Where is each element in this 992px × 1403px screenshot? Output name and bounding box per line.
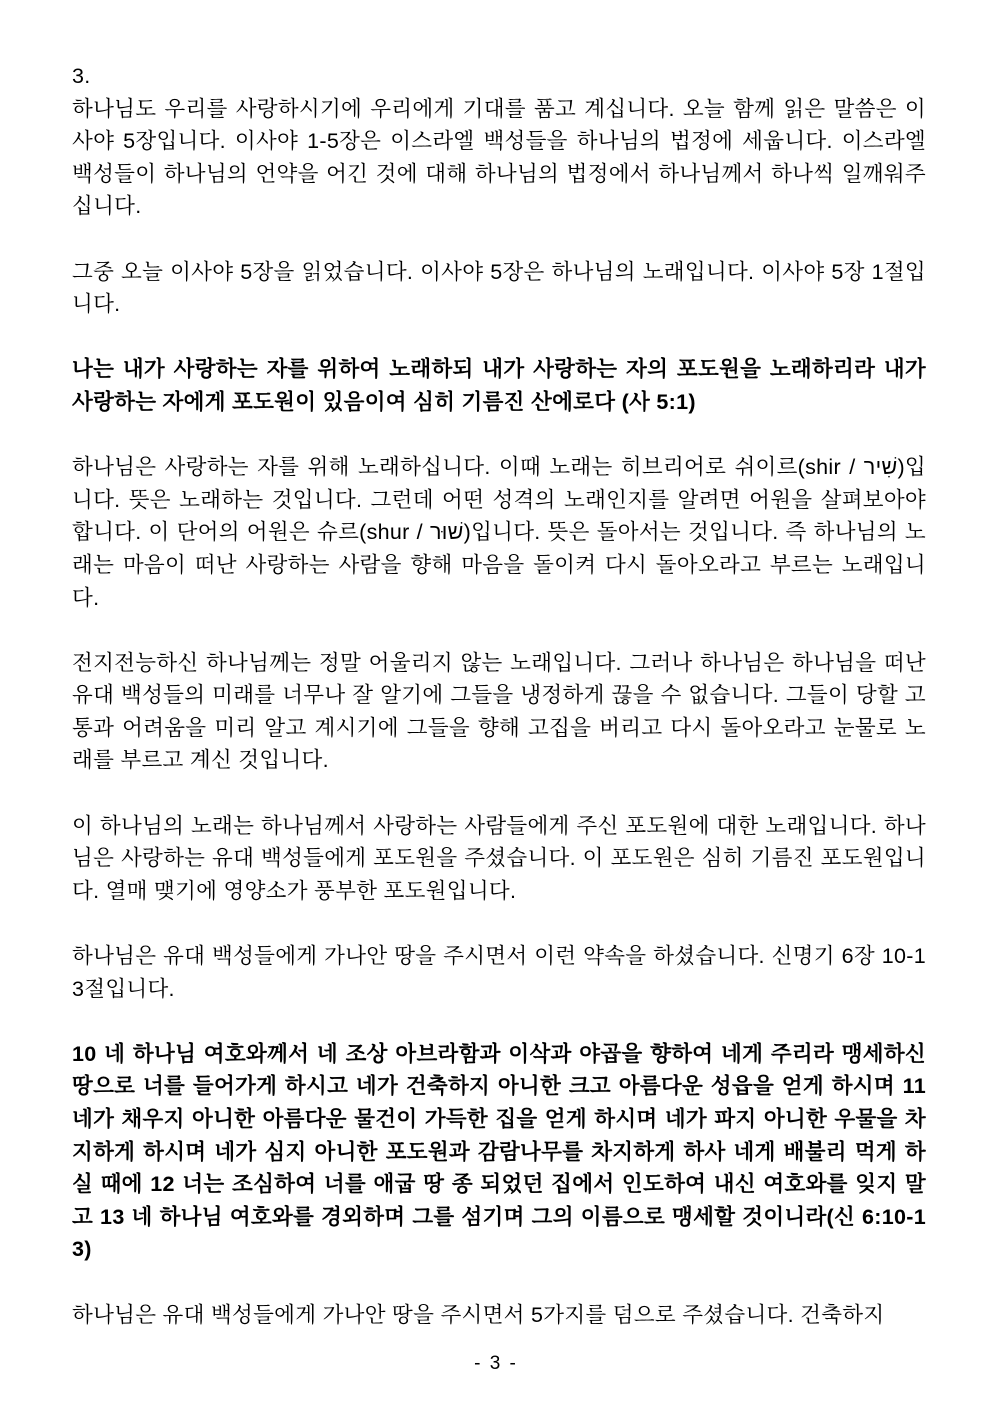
paragraph-tearful-song: 전지전능하신 하나님께는 정말 어울리지 않는 노래입니다. 그러나 하나님은 하나님을 떠난 유대 백성들의 미래를 너무나 잘 알기에 그들을 냉정하게 끊을 수 없습니다. 그들이 당할 고통과 어려움을 미리 알고 계시기에 그들을 향해 고집을 버리고 다시 돌아오라고 눈물로 노래를 부르고 계신 것입니다. [72, 650, 926, 773]
paragraph-isaiah5-song: 그중 오늘 이사야 5장을 읽었습니다. 이사야 5장은 하나님의 노래입니다. 이사야 5장 1절입니다. [72, 259, 926, 317]
paragraph-intro-expectation: 하나님도 우리를 사랑하시기에 우리에게 기대를 품고 계십니다. 오늘 함께 읽은 말씀은 이사야 5장입니다. 이사야 1-5장은 이스라엘 백성들을 하나님의 법정에 세웁니다. 이스라엘 백성들이 하나님의 언약을 어긴 것에 대해 하나님의 법정에서 하나님께서 하나씩 일깨워주십니다. [72, 96, 926, 219]
section-number: 3. [72, 64, 91, 88]
quote-deuteronomy-6-10-13: 10 네 하나님 여호와께서 네 조상 아브라함과 이삭과 야곱을 향하여 네게 주리라 맹세하신 땅으로 너를 들어가게 하시고 네가 건축하지 아니한 크고 아름다운 성읍을 얻게 하시며 11 네가 채우지 아니한 아름다운 물건이 가득한 집을 얻게 하시며 네가 파지 아니한 우물을 차지하게 하시며 네가 심지 아니한 포도원과 감람나무를 차지하게 하사 네게 배불리 먹게 하실 때에 12 너는 조심하여 너를 애굽 땅 종 되었던 집에서 인도하여 내신 여호와를 잊지 말고 13 네 하나님 여호와를 경외하며 그를 섬기며 그의 이름으로 맹세할 것이니라(신 6:10-13) [72, 1041, 926, 1262]
paragraph-vineyard-song: 이 하나님의 노래는 하나님께서 사랑하는 사람들에게 주신 포도원에 대한 노래입니다. 하나님은 사랑하는 유대 백성들에게 포도원을 주셨습니다. 이 포도원은 심히 기름진 포도원입니다. 열매 맺기에 영양소가 풍부한 포도원입니다. [72, 813, 926, 903]
paragraph-deuteronomy-intro: 하나님은 유대 백성들에게 가나안 땅을 주시면서 이런 약속을 하셨습니다. 신명기 6장 10-13절입니다. [72, 944, 926, 1001]
document-body [72, 60, 926, 1331]
paragraph-five-bonus-gifts: 하나님은 유대 백성들에게 가나안 땅을 주시면서 5가지를 덤으로 주셨습니다. 건축하지 [72, 1302, 885, 1327]
quote-isaiah-5-1: 나는 내가 사랑하는 자를 위하여 노래하되 내가 사랑하는 자의 포도원을 노래하리라 내가 사랑하는 자에게 포도원이 있음이여 심히 기름진 산에로다 (사 5:1) [72, 357, 926, 414]
page-number: - 3 - [474, 1353, 518, 1374]
paragraph-shir-etymology: 하나님은 사랑하는 자를 위해 노래하십니다. 이때 노래는 히브리어로 쉬이르(shir / שִׁיר)입니다. 뜻은 노래하는 것입니다. 그런데 어떤 성격의 노래인지를 알려면 어원을 살펴보아야 합니다. 이 단어의 어원은 슈르(shur / שׁוּר)입니다. 뜻은 돌아서는 것입니다. 즉 하나님의 노래는 마음이 떠난 사랑하는 사람을 향해 마음을 돌이켜 다시 돌아오라고 부르는 노래입니다. [72, 455, 926, 610]
